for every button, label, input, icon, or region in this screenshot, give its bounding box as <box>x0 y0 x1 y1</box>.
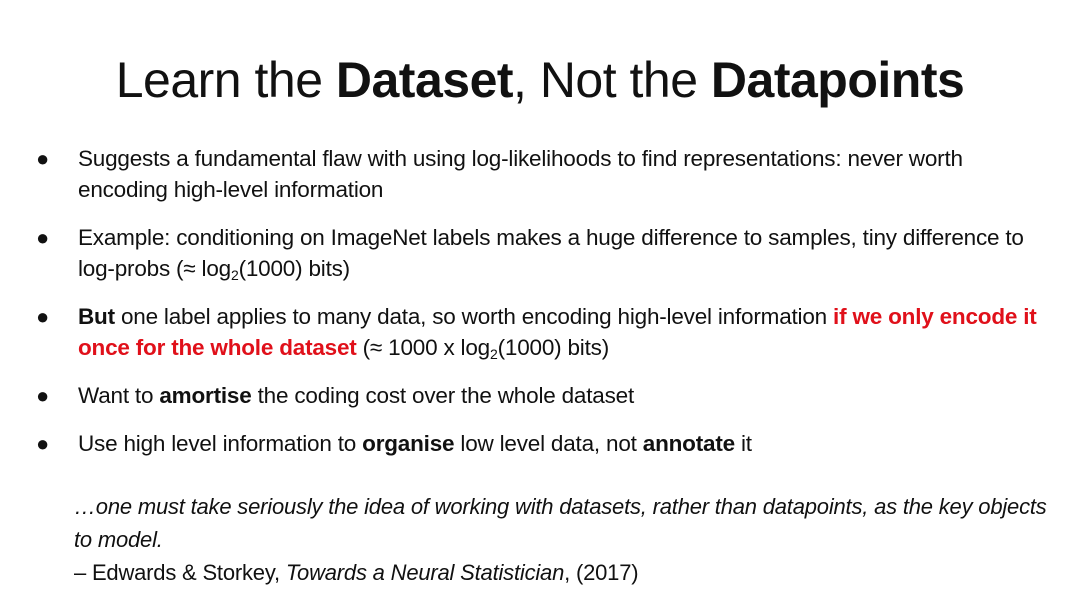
bullet-item-1 <box>36 143 1046 205</box>
bullet-2-text-a: Example: conditioning on ImageNet labels makes a huge difference to samples, tiny difference to log-probs (≈ log <box>78 225 1024 281</box>
bullet-3-bold: But <box>78 304 115 329</box>
bullet-item-5 <box>36 428 1046 459</box>
slide-title <box>0 48 1080 112</box>
attribution-year: , (2017) <box>564 560 639 585</box>
title-bold-dataset: Dataset <box>335 52 514 108</box>
bullet-2-subscript: 2 <box>230 267 239 283</box>
bullet-3-text-a: one label applies to many data, so worth encoding high-level information <box>114 304 834 329</box>
bullet-5-bold-annotate: annotate <box>642 431 735 456</box>
bullet-3-red-highlight: if we only encode it once for the whole dataset <box>78 304 1037 360</box>
bullet-5-text-b: low level data, not <box>454 431 643 456</box>
bullet-4-text-a: Want to <box>78 383 160 408</box>
bullet-3-text-c: (1000) bits) <box>497 335 609 360</box>
attribution-title: Towards a Neural Statistician <box>285 560 565 585</box>
bullet-4-bold: amortise <box>159 383 252 408</box>
bullet-list <box>36 143 1046 476</box>
quote-attribution <box>74 556 1054 589</box>
bullet-dot-icon: ● <box>36 225 50 250</box>
title-part1: Learn the <box>115 52 336 108</box>
bullet-item-2 <box>36 222 1046 284</box>
bullet-item-4 <box>36 380 1046 411</box>
bullet-1-text: Suggests a fundamental flaw with using log-likelihoods to find representations: never worth encoding high-level information <box>78 146 963 202</box>
title-bold-datapoints: Datapoints <box>710 52 965 108</box>
bullet-3-text-b: (≈ 1000 x log <box>356 335 490 360</box>
bullet-2-text-b: (1000) bits) <box>238 256 350 281</box>
bullet-3-subscript: 2 <box>490 346 498 362</box>
title-part2: , Not the <box>513 52 711 108</box>
bullet-dot-icon: ● <box>36 146 50 171</box>
bullet-5-bold-organise: organise <box>362 431 455 456</box>
bullet-dot-icon: ● <box>36 431 50 456</box>
bullet-5-text-c: it <box>734 431 752 456</box>
bullet-5-text-a: Use high level information to <box>78 431 363 456</box>
bullet-4-text-b: the coding cost over the whole dataset <box>251 383 635 408</box>
attribution-author: – Edwards & Storkey, <box>74 560 286 585</box>
bullet-dot-icon: ● <box>36 383 50 408</box>
bullet-dot-icon: ● <box>36 304 50 329</box>
bullet-item-3 <box>36 301 1046 363</box>
quote-text: …one must take seriously the idea of working with datasets, rather than datapoints, as the key objects to model. <box>74 494 1047 552</box>
closing-quote <box>74 490 1054 589</box>
